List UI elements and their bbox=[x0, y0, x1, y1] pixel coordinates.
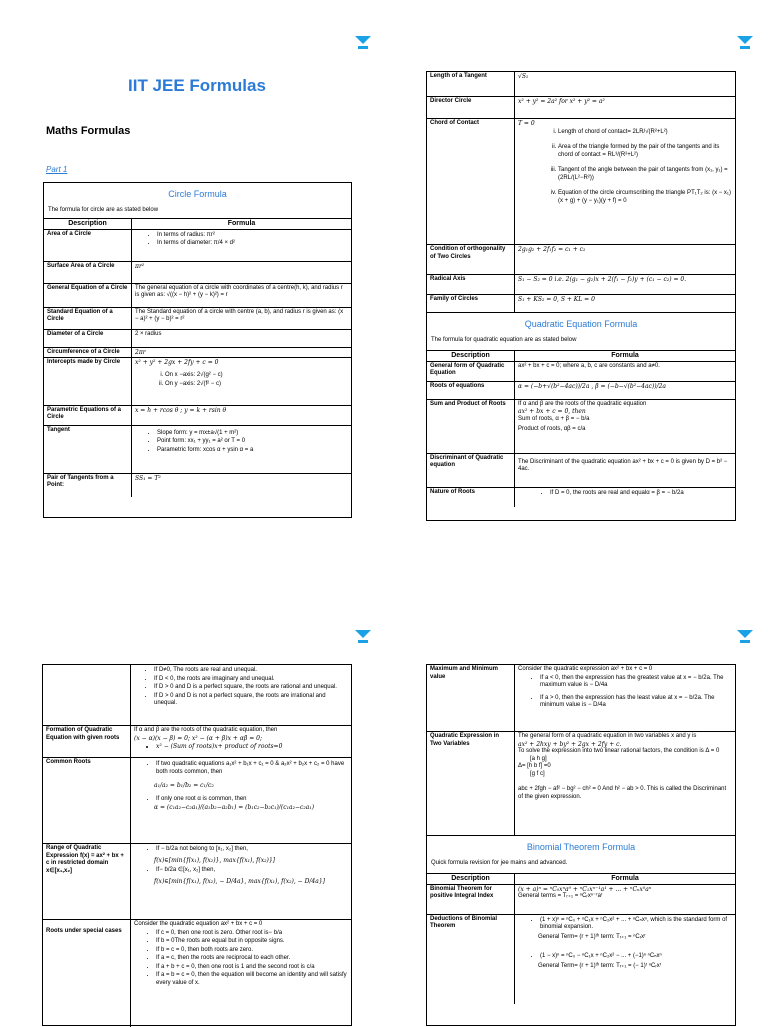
row-label: Nature of Roots bbox=[427, 488, 515, 507]
table-header bbox=[44, 218, 351, 229]
doc-title: IIT JEE Formulas bbox=[128, 76, 266, 95]
table-header bbox=[427, 350, 735, 361]
formula-text: If α and β are the roots of the quadratic equation bbox=[518, 400, 647, 407]
row-label: Surface Area of a Circle bbox=[44, 262, 132, 283]
section-header-row bbox=[427, 835, 735, 873]
row-label: Standard Equation of a Circle bbox=[44, 308, 132, 329]
page-2 bbox=[384, 0, 768, 540]
section-title: Quadratic Equation Formula bbox=[524, 319, 638, 329]
row-label: Area of a Circle bbox=[44, 230, 132, 261]
formula-item: • In terms of diameter: π/4 × d² bbox=[157, 240, 348, 248]
formula-item: • Slope form: y = mx±a√(1 + m²) bbox=[157, 430, 348, 438]
table-row bbox=[427, 399, 735, 453]
formula-item: • If a > 0, then the expression has the least value at x = − b/2a. The minimum value is − D/4a bbox=[540, 695, 732, 710]
formula-text: S₁ − S₂ = 0 i.e. 2(g₁ − g₂)x + 2(f₁ − f₂)y + (c₁ − c₂) = 0. bbox=[518, 276, 687, 283]
formula-text: a₁/a₂ = b₁/b₂ = c₁/c₂ bbox=[154, 782, 214, 789]
formula-text: α = (−b+√(b²−4ac))/2a , β = (−b−√(b²−4ac))/2a bbox=[518, 382, 666, 390]
row-label: Circumference of a Circle bbox=[44, 348, 132, 357]
formula-text: The Discriminant of the quadratic equation ax² + bx + c = 0 is given by D = b² − 4ac. bbox=[518, 458, 728, 472]
formula-item: • (1 + x)ⁿ = ⁿC₀ + ⁿC₁x + ⁿC₂x² + ... + ⁿCₙxⁿ, which is the standard form of binomial expansion. bbox=[540, 917, 732, 932]
circle-continued-table bbox=[426, 71, 736, 521]
formula-item: • If a = b = c = 0, then the equation will become an identity and will satisfy every value of x. bbox=[156, 972, 348, 987]
brand-logo-icon bbox=[355, 36, 371, 50]
formula-text: x² + y² + 2gx + 2fy + c = 0 bbox=[135, 358, 219, 366]
section-intro: The formula for circle are as stated below bbox=[48, 206, 159, 213]
table-row bbox=[43, 725, 351, 757]
row-label: Binomial Theorem for positive Integral Index bbox=[427, 885, 515, 914]
row-label: Chord of Contact bbox=[427, 119, 515, 244]
row-label: Parametric Equations of a Circle bbox=[44, 406, 132, 425]
formula-text: The general equation of a circle with coordinates of a centre(h, k), and radius r is given as: √((x − h)² + (y − k)²) = r bbox=[135, 284, 343, 298]
formula-text: x = h + rcos θ ; y = k + rsin θ bbox=[135, 406, 227, 414]
table-row bbox=[44, 405, 351, 425]
table-row bbox=[43, 665, 351, 725]
formula-item: • In terms of radius: πr² bbox=[157, 232, 348, 240]
row-label: Diameter of a Circle bbox=[44, 330, 132, 347]
formula-item: • If b = 0The roots are equal but in opposite signs. bbox=[156, 938, 348, 946]
header-description: Description bbox=[427, 351, 515, 361]
formula-text: The Standard equation of a circle with centre (a, b), and radius r is given as: (x − a)² + (y − b)² = r² bbox=[135, 308, 344, 322]
table-row bbox=[44, 347, 351, 357]
section-title: Circle Formula bbox=[168, 189, 227, 199]
row-label: Roots of equations bbox=[427, 382, 515, 399]
part-1-link[interactable]: Part 1 bbox=[46, 165, 68, 174]
section-header-row bbox=[427, 312, 735, 350]
doc-subtitle: Maths Formulas bbox=[46, 125, 131, 137]
formula-text: General Term= (r + 1)ᵗʰ term: Tᵣ₊₁ = ⁿCᵣxʳ bbox=[538, 933, 646, 940]
formula-item: • Point form: xx₁ + yy₁ = a² or T = 0 bbox=[157, 438, 348, 446]
table-row bbox=[43, 843, 351, 919]
formula-item: • If two quadratic equations a₁x² + b₁x + c₁ = 0 & a₂x² + b₂x + c₂ = 0 have both roots common, then bbox=[156, 761, 348, 776]
formula-item: • If b = c = 0, then both roots are zero. bbox=[156, 947, 348, 955]
row-label: Roots under special cases bbox=[43, 920, 131, 1027]
formula-item: • If D < 0, the roots are imaginary and unequal. bbox=[154, 676, 348, 684]
row-label: Intercepts made by Circle bbox=[44, 358, 132, 405]
formula-text: (x − α)(x − β) = 0; x² − (α + β)x + αβ = 0; bbox=[134, 734, 263, 742]
table-row bbox=[44, 307, 351, 329]
section-intro: The formula for quadratic equation are as stated below bbox=[431, 336, 577, 343]
header-description: Description bbox=[427, 874, 515, 884]
table-row bbox=[427, 884, 735, 914]
formula-item: • If− b/2a ∈[x₁, x₂] then, bbox=[156, 867, 348, 875]
formula-text: Δ= [h b f] =0 bbox=[518, 763, 551, 769]
header-formula: Formula bbox=[611, 875, 639, 882]
formula-item: ii. Area of the triangle formed by the pair of the tangents and its chord of contact = RL³/(R²+L²) bbox=[558, 144, 732, 159]
formula-text: The general form of a quadratic equation in two variables x and y is bbox=[518, 733, 697, 739]
formula-text: [g f c] bbox=[530, 770, 545, 777]
table-row bbox=[427, 914, 735, 1004]
formula-item: ii. On y −axis: 2√(f² − c) bbox=[165, 381, 348, 389]
row-label: Family of Circles bbox=[427, 295, 515, 312]
brand-logo-icon bbox=[737, 630, 753, 644]
page-3 bbox=[0, 540, 384, 1024]
formula-item: i. On x −axis: 2√(g² − c) bbox=[165, 372, 348, 380]
row-label: Discriminant of Quadratic equation bbox=[427, 454, 515, 487]
table-row bbox=[427, 274, 735, 294]
formula-text: f(x)∈[min{f(x₁), f(x₂), − D/4a}, max{f(x₁), f(x₂), − D/4a}] bbox=[154, 877, 325, 885]
binomial-table bbox=[426, 664, 736, 1026]
formula-text: √S₁ bbox=[518, 73, 529, 80]
row-label: Pair of Tangents from a Point: bbox=[44, 474, 132, 497]
formula-item: • If D > 0 and D is a perfect square, the roots are rational and unequal. bbox=[154, 684, 348, 692]
table-row bbox=[427, 361, 735, 381]
formula-text: Product of roots, αβ = c/a bbox=[518, 426, 586, 432]
brand-logo-icon bbox=[355, 630, 371, 644]
header-formula: Formula bbox=[611, 352, 639, 359]
table-row bbox=[427, 453, 735, 487]
formula-text: (x + a)ⁿ = ⁿC₀xⁿa⁰ + ⁿC₁xⁿ⁻¹a¹ + ... + ⁿCₙx⁰aⁿ bbox=[518, 885, 652, 893]
formula-text: 2 × radius bbox=[135, 330, 162, 337]
table-row bbox=[44, 357, 351, 405]
formula-text: Consider the quadratic equation ax² + bx + c = 0 bbox=[134, 921, 263, 927]
row-label: Quadratic Expression in Two Variables bbox=[427, 732, 515, 835]
page-4 bbox=[384, 540, 768, 1024]
header-formula: Formula bbox=[227, 220, 256, 227]
formula-text: f(x)∈[min{f(x₁), f(x₂)}, max{f(x₁), f(x₂)}] bbox=[154, 856, 276, 864]
formula-text: ax² + 2hxy + by² + 2gx + 2fy + c. bbox=[518, 740, 622, 748]
row-label: Formation of Quadratic Equation with given roots bbox=[43, 726, 131, 757]
row-label bbox=[43, 665, 131, 725]
formula-item: • If a < 0, then the expression has the greatest value at x = − b/2a. The maximum value is − D/4a bbox=[540, 675, 732, 690]
formula-item: • If D≠0, The roots are real and unequal. bbox=[154, 667, 348, 675]
table-row bbox=[427, 381, 735, 399]
header-description: Description bbox=[44, 219, 132, 229]
table-row bbox=[44, 261, 351, 283]
formula-item: • If D > 0 and D is not a perfect square, the roots are irrational and unequal. bbox=[154, 693, 348, 708]
formula-text: x² + y² = 2a² for x² + y² = a² bbox=[518, 98, 605, 105]
formula-text: To solve the expression into two linear rational factors, the condition is Δ = 0 bbox=[518, 748, 720, 754]
quadratic-continued-table bbox=[42, 664, 352, 1026]
table-row bbox=[44, 473, 351, 497]
formula-text: S₁ + KS₂ = 0, S + KL = 0 bbox=[518, 296, 595, 303]
formula-text: ax² + bx + c = 0; where a, b, c are constants and a≠0. bbox=[518, 362, 660, 369]
table-row bbox=[44, 329, 351, 347]
formula-item: • (1 − x)ⁿ = ⁿC₀ − ⁿC₁x + ⁿC₂x² − ... + (−1)ⁿ ⁿCₙxⁿ bbox=[540, 953, 732, 961]
formula-text: α = (c₁a₂−c₂a₁)/(a₁b₂−a₂b₁) = (b₁c₂−b₂c₁)/(c₁a₂−c₂a₁) bbox=[154, 804, 315, 811]
row-label: Radical Axis bbox=[427, 275, 515, 294]
row-label: Deductions of Binomial Theorem bbox=[427, 915, 515, 1004]
table-row bbox=[427, 665, 735, 731]
formula-text: Sum of roots, α + β = − b/a bbox=[518, 415, 590, 422]
row-label: Range of Quadratic Expression f(x) = ax² + bx + c in restricted domain x∈[x₁,x₂] bbox=[43, 844, 131, 919]
formula-text: General terms = Tᵣ₊₁ = ⁿCᵣxⁿ⁻ʳaʳ bbox=[518, 893, 603, 899]
formula-item: • If a + b + c = 0, then one root is 1 and the second root is c/a bbox=[156, 964, 348, 972]
table-row bbox=[427, 244, 735, 274]
formula-item: • If D = 0, the roots are real and equalα = β = − b/2a bbox=[550, 490, 732, 498]
row-label: Director Circle bbox=[427, 97, 515, 118]
formula-text: 2g₁g₂ + 2f₁f₂ = c₁ + c₂ bbox=[518, 246, 586, 253]
formula-text: If α and β are the roots of the quadratic equation, then bbox=[134, 727, 278, 733]
table-row bbox=[427, 118, 735, 244]
row-label: General form of Quadratic Equation bbox=[427, 362, 515, 381]
table-row bbox=[427, 96, 735, 118]
table-row bbox=[427, 731, 735, 835]
formula-item: • Parametric form: xcos α + ysin α = a bbox=[157, 447, 348, 455]
formula-text: [a h g] bbox=[530, 755, 547, 762]
table-row bbox=[427, 487, 735, 507]
table-row bbox=[44, 229, 351, 261]
row-label: General Equation of a Circle bbox=[44, 284, 132, 307]
formula-text: T = 0 bbox=[518, 120, 535, 127]
formula-item: • If only one root α is common, then bbox=[156, 796, 348, 804]
brand-logo-icon bbox=[737, 36, 753, 50]
formula-item: • x² − (Sum of roots)x+ product of roots=0 bbox=[156, 743, 348, 751]
circle-table bbox=[43, 182, 352, 518]
row-label: Condition of orthogonality of Two Circles bbox=[427, 245, 515, 274]
table-row bbox=[427, 72, 735, 96]
formula-text: abc + 2fgh − af² − bg² − ch² = 0 And h² − ab > 0. This is called the Discriminant of the given expression. bbox=[518, 786, 727, 800]
page-1 bbox=[0, 0, 384, 540]
formula-item: iii. Tangent of the angle between the pair of tangents from (x₁, y₁) = (2RL/(L²−R²)) bbox=[558, 167, 732, 182]
formula-text: πr² bbox=[135, 262, 145, 270]
section-title: Binomial Theorem Formula bbox=[526, 842, 636, 852]
row-label: Tangent bbox=[44, 426, 132, 473]
formula-text: 2πr bbox=[135, 348, 146, 356]
row-label: Sum and Product of Roots bbox=[427, 400, 515, 453]
table-row bbox=[427, 294, 735, 312]
formula-text: Consider the quadratic expression ax² + bx + c = 0 bbox=[518, 666, 653, 672]
row-label: Length of a Tangent bbox=[427, 72, 515, 96]
table-row bbox=[43, 757, 351, 843]
row-label: Maximum and Minimum value bbox=[427, 665, 515, 731]
section-intro: Quick formula revision for jee mains and advanced. bbox=[431, 859, 568, 866]
formula-item: • If − b/2a not belong to [x₁, x₂] then, bbox=[156, 846, 348, 854]
formula-item: • If a = c, then the roots are reciprocal to each other. bbox=[156, 955, 348, 963]
formula-item: • If c = 0, then one root is zero. Other root is− b/a bbox=[156, 930, 348, 938]
row-label: Common Roots bbox=[43, 758, 131, 843]
table-row bbox=[44, 425, 351, 473]
table-row bbox=[44, 283, 351, 307]
formula-text: ax² + bx + c = 0, then bbox=[518, 408, 586, 415]
formula-text: General Term= (r + 1)ᵗʰ term: Tᵣ₊₁ = (− 1)ʳ ⁿCᵣxʳ bbox=[538, 962, 662, 969]
formula-item: iv. Equation of the circle circumscribing the triangle PT₁T₂ is: (x − x₁)(x + g) + (y − y₁)(y + f) = 0 bbox=[558, 190, 732, 205]
table-header bbox=[427, 873, 735, 884]
formula-item: i. Length of chord of contact= 2LR/√(R²+L²) bbox=[558, 129, 732, 137]
formula-text: SS₁ = T² bbox=[135, 474, 161, 482]
table-row bbox=[43, 919, 351, 1027]
